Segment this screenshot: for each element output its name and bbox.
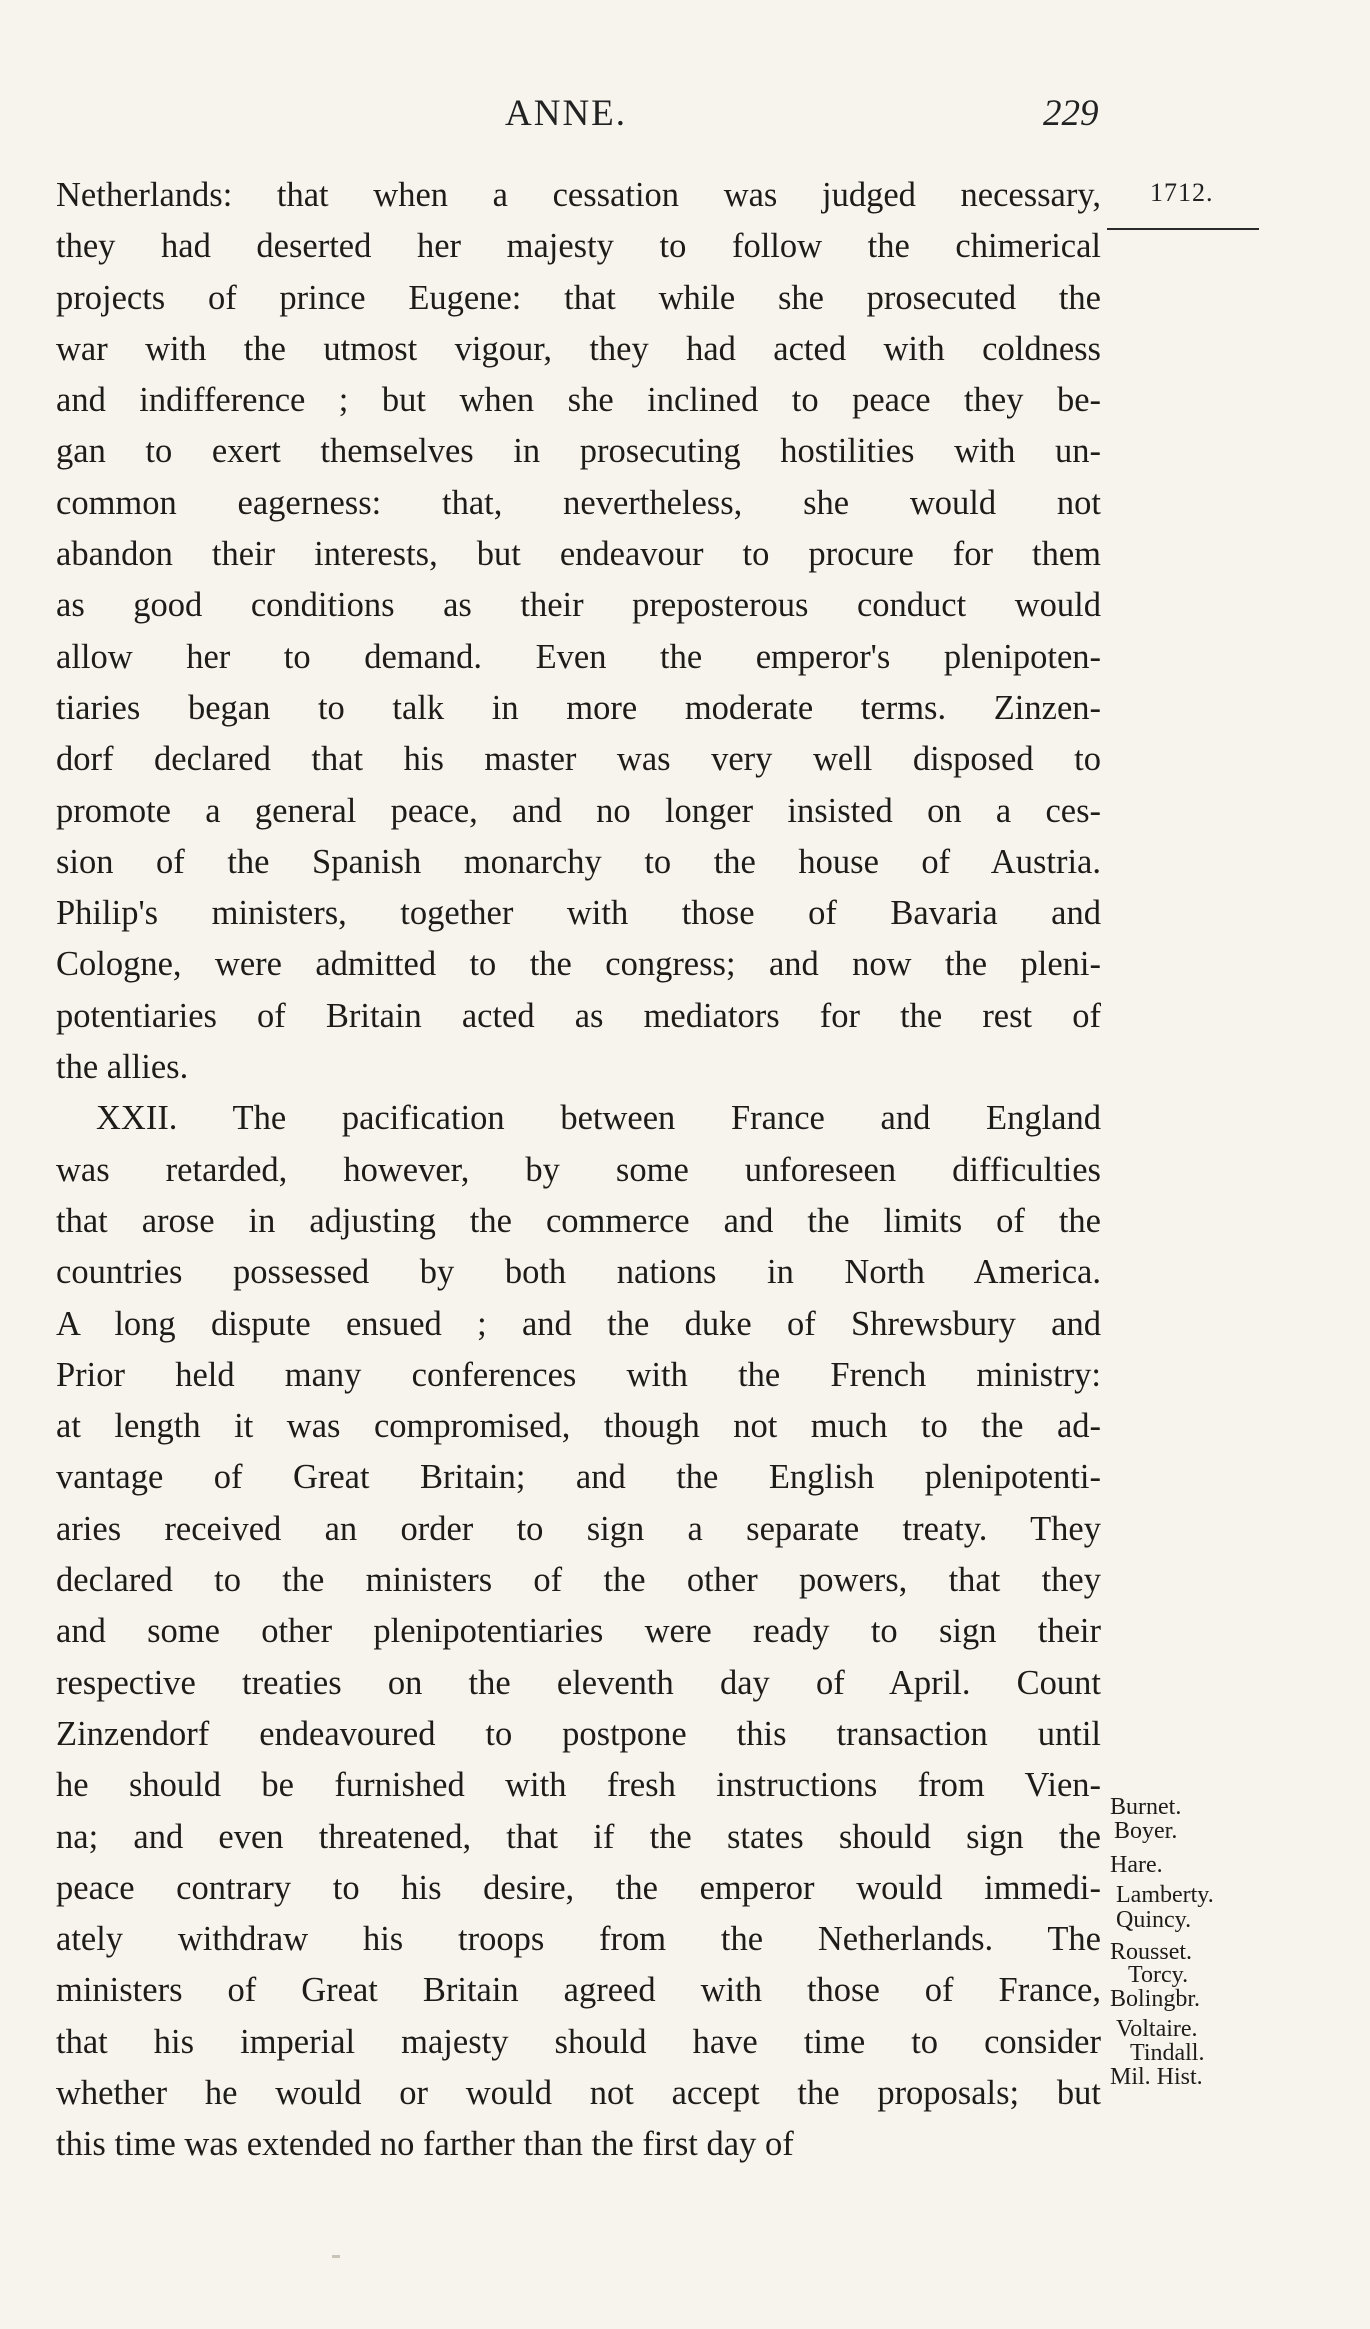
margin-citation: Mil. Hist. (1110, 2064, 1203, 2090)
text-line: whether he would or would not accept the proposals; but (56, 2073, 1101, 2112)
text-line: A long dispute ensued ; and the duke of Shrewsbury and (56, 1304, 1101, 1343)
margin-citation: Lamberty. (1116, 1882, 1214, 1908)
text-line: Cologne, were admitted to the congress; and now the pleni- (56, 945, 1101, 984)
running-head-title: ANNE. (505, 93, 628, 134)
text-line: was retarded, however, by some unforeseen difficulties (56, 1150, 1101, 1189)
margin-citation: Bolingbr. (1110, 1986, 1201, 2012)
text-line: and some other plenipotentiaries were ready to sign their (56, 1612, 1101, 1651)
text-line: Prior held many conferences with the French ministry: (56, 1355, 1101, 1394)
text-line: as good conditions as their preposterous conduct would (56, 586, 1101, 625)
text-line: declared to the ministers of the other powers, that they (56, 1561, 1101, 1600)
text-line: the allies. (56, 1048, 189, 1087)
text-line: he should be furnished with fresh instructions from Vien- (56, 1766, 1101, 1805)
text-line: Netherlands: that when a cessation was judged necessary, (56, 176, 1101, 214)
margin-citation: Hare. (1110, 1852, 1163, 1878)
text-line: peace contrary to his desire, the emperor would immedi- (56, 1868, 1101, 1907)
margin-citation: Burnet. (1110, 1794, 1182, 1820)
text-line: countries possessed by both nations in North America. (56, 1253, 1101, 1292)
margin-citation: Torcy. (1128, 1962, 1189, 1988)
text-line: common eagerness: that, nevertheless, she would not (56, 483, 1101, 522)
text-line: na; and even threatened, that if the states should sign the (56, 1817, 1101, 1856)
text-line: projects of prince Eugene: that while she prosecuted the (56, 278, 1101, 317)
text-line: they had deserted her majesty to follow the chimerical (56, 227, 1101, 266)
page-number: 229 (1043, 93, 1099, 134)
text-line: dorf declared that his master was very well disposed to (56, 740, 1101, 779)
text-line: and indifference ; but when she inclined to peace they be- (56, 381, 1101, 420)
margin-citation: Tindall. (1130, 2040, 1205, 2066)
body-text (56, 170, 1101, 2171)
text-line: promote a general peace, and no longer insisted on a ces- (56, 791, 1101, 830)
margin-citation: Boyer. (1114, 1818, 1178, 1844)
text-line: abandon their interests, but endeavour to procure for them (56, 535, 1101, 574)
paper-fleck (332, 2255, 340, 2258)
text-line: Philip's ministers, together with those of Bavaria and (56, 894, 1101, 933)
text-line: potentiaries of Britain acted as mediators for the rest of (56, 996, 1101, 1035)
margin-citation: Quincy. (1116, 1907, 1192, 1933)
margin-year: 1712. (1150, 178, 1214, 207)
text-line: war with the utmost vigour, they had acted with coldness (56, 329, 1101, 368)
text-line: aries received an order to sign a separate treaty. They (56, 1509, 1101, 1548)
text-line: gan to exert themselves in prosecuting hostilities with un- (56, 432, 1101, 471)
text-line: this time was extended no farther than the first day of (56, 2125, 794, 2164)
text-line: XXII. The pacification between France and England (96, 1099, 1101, 1138)
text-line: respective treaties on the eleventh day of April. Count (56, 1663, 1101, 1702)
text-line: vantage of Great Britain; and the English plenipotenti- (56, 1458, 1101, 1497)
text-line: at length it was compromised, though not much to the ad- (56, 1407, 1101, 1446)
text-line: Zinzendorf endeavoured to postpone this transaction until (56, 1714, 1101, 1753)
running-head (0, 92, 1370, 142)
text-line: tiaries began to talk in more moderate terms. Zinzen- (56, 688, 1101, 727)
text-line: ministers of Great Britain agreed with those of France, (56, 1971, 1101, 2010)
margin-rule (1107, 228, 1259, 230)
text-line: that his imperial majesty should have time to consider (56, 2022, 1101, 2061)
text-line: allow her to demand. Even the emperor's plenipoten- (56, 637, 1101, 676)
text-line: ately withdraw his troops from the Netherlands. The (56, 1920, 1101, 1959)
margin-citation: Rousset. (1110, 1939, 1193, 1965)
margin-citation: Voltaire. (1116, 2016, 1198, 2042)
text-line: that arose in adjusting the commerce and the limits of the (56, 1201, 1101, 1240)
text-line: sion of the Spanish monarchy to the house of Austria. (56, 842, 1101, 881)
